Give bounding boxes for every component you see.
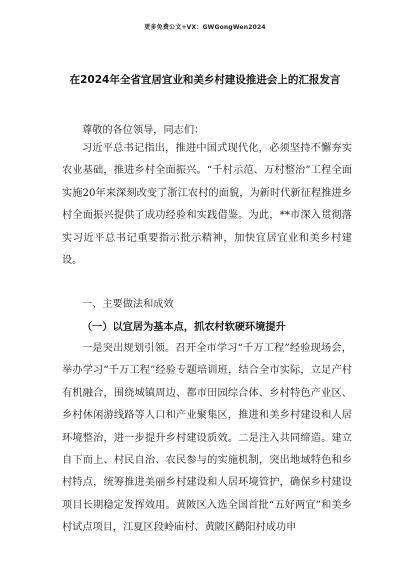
- subsection-heading: （一）以宜居为基本点，抓农村软硬环境提升: [82, 321, 286, 333]
- header-note: 更多免费公文+VX：GWGongWen2024: [144, 24, 266, 31]
- document-title: 在2024年全省宜居宜业和美乡村建设推进会上的汇报发言: [69, 74, 341, 86]
- salutation: 尊敬的各位领导，同志们：: [82, 125, 205, 136]
- section-heading: 一、主要做法和成效: [82, 299, 174, 310]
- section-paragraph: 一是突出规划引领。召开全市学习“千万工程”经验现场会，举办学习“千万工程”经验专题培训班，结合全市实际，立足产村有机融合，围绕城镇周边、都市田园综合体、乡村特色产业区、乡村休闲游线路等人口和产业聚集区，推进和美乡村建设和人居环境整治，进一步提升乡村建设质效。二是注入共同缔造。建立自下而上、村民自治、农民参与的实施机制，突出地域特色和乡村特点，统筹推进美丽乡村建设和人居环境管护，确保乡村建设项目长期稳定发挥效用。黄陂区入选全国首批“五好两宜”和美乡村试点项目，江夏区段岭庙村、黄陂区鹳阳村成功申: [62, 343, 352, 534]
- intro-paragraph: 习近平总书记指出，推进中国式现代化，必须坚持不懈夯实农业基础，推进乡村全面振兴。“千村示范、万村整治”工程全面实施20年来深刻改变了浙江农村的面貌，为新时代新征程推进乡村全面振兴提供了成功经验和实践借鉴。为此，**市深入贯彻落实习近平总书记重要指示批示精神，加快宜居宜业和美乡村建设。: [62, 143, 352, 267]
